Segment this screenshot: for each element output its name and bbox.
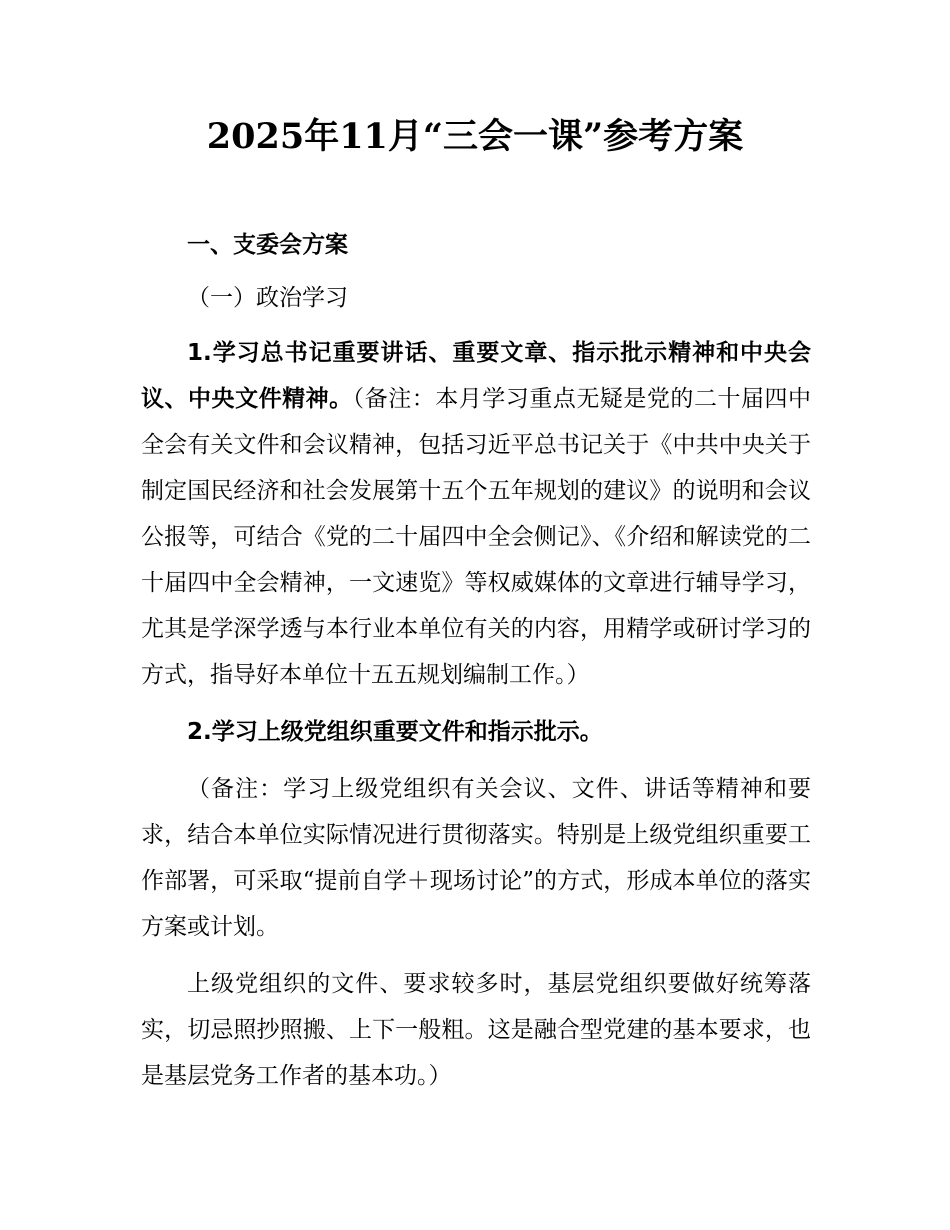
item-1-lead: 1.学习总书记重要讲话、重要文章、指示批示精神和中央会议、中央文件精神。 (141, 340, 811, 412)
item-2-lead: 2.学习上级党组织重要文件和指示批示。 (187, 719, 603, 745)
item-1-note: （备注：本月学习重点无疑是党的二十届四中全会有关文件和会议精神，包括习近平总书记关于《中共中央关于制定国民经济和社会发展第十五个五年规划的建议》的说明和会议公报等，可结合《党的二十届四中全会侧记》、《介绍和解读党的二十届四中全会精神，一文速览》等权威媒体的文章进行辅导学习，尤其是学深学透与本行业本单位有关的内容，用精学或研讨学习的方式，指导好本单位十五五规划编制工作。） (141, 386, 812, 688)
document-body (141, 222, 811, 1099)
item-2-note-continued: 上级党组织的文件、要求较多时，基层党组织要做好统筹落实，切忌照抄照搬、上下一般粗。这是融合型党建的基本要求，也是基层党务工作者的基本功。） (141, 971, 811, 1089)
subsection-heading: （一）政治学习 (187, 285, 348, 311)
section-heading: 一、支委会方案 (187, 232, 348, 258)
paragraph-item-1 (141, 330, 811, 698)
document-title: 2025年11月“三会一课”参考方案 (206, 116, 744, 157)
item-2-note: （备注：学习上级党组织有关会议、文件、讲话等精神和要求，结合本单位实际情况进行贯彻落实。特别是上级党组织重要工作部署，可采取“提前自学＋现场讨论”的方式，形成本单位的落实方案或计划。 (141, 776, 811, 940)
